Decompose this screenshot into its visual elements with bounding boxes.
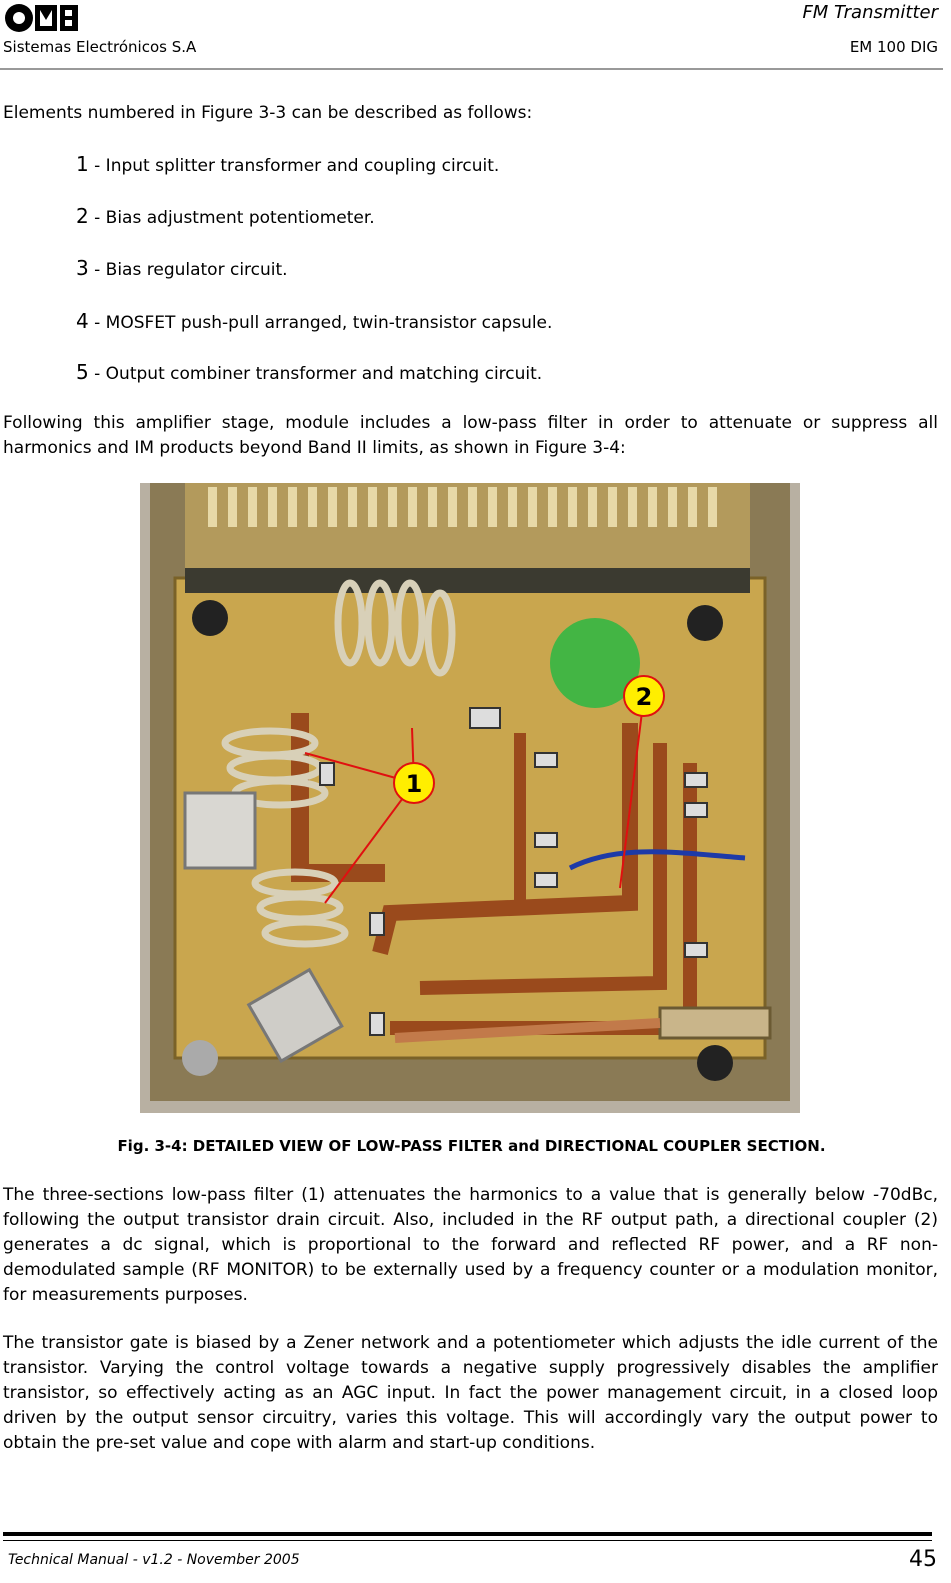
callout-2-label: 2 [635, 683, 653, 711]
figure-caption: Fig. 3-4: DETAILED VIEW OF LOW-PASS FILTER and DIRECTIONAL COUPLER SECTION. [117, 1137, 826, 1155]
intro-paragraph: Elements numbered in Figure 3-3 can be described as follows: [3, 103, 533, 123]
model-name: EM 100 DIG [849, 38, 938, 56]
item-number: 2 [76, 204, 89, 228]
company-name: Sistemas Electrónicos S.A [3, 38, 197, 56]
item-text: - Bias regulator circuit. [88, 260, 288, 280]
list-item [76, 152, 499, 178]
footer-divider [3, 1532, 932, 1536]
list-item [76, 360, 542, 386]
item-text: - Input splitter transformer and coupling circuit. [88, 156, 500, 176]
following-paragraph: Following this amplifier stage, module includes a low-pass filter in order to attenuate or suppress all harmonics and IM products beyond Band II limits, as shown in Figure 3-4: [3, 413, 938, 458]
item-text: - Bias adjustment potentiometer. [88, 208, 375, 228]
item-number: 4 [76, 309, 89, 333]
callout-2 [624, 676, 664, 716]
document-title: FM Transmitter [802, 2, 938, 23]
company-logo [4, 2, 80, 34]
callout-1 [394, 763, 434, 803]
gate-bias-paragraph: The transistor gate is biased by a Zener network and a potentiometer which adjusts the idle current of the transistor. Varying the control voltage towards a negative supply progressively disables the amplifier transistor, so effectively acting as an AGC input. In fact the power management circuit, in a closed loop driven by the output sensor circuitry, varies this voltage. This will accordingly vary the output power to obtain the pre-set value and cope with alarm and start-up conditions. [3, 1333, 938, 1453]
item-number: 3 [76, 256, 89, 280]
item-text: - MOSFET push-pull arranged, twin-transistor capsule. [88, 313, 553, 333]
list-item [76, 204, 375, 230]
footer-manual-version: Technical Manual - v1.2 - November 2005 [8, 1552, 300, 1568]
page-number: 45 [909, 1547, 937, 1572]
item-number: 5 [76, 360, 89, 384]
filter-paragraph: The three-sections low-pass filter (1) attenuates the harmonics to a value that is generally below -70dBc, following the output transistor drain circuit. Also, included in the RF output path, a directional coupler (2) generates a dc signal, which is proportional to the forward and reflected RF power, and a RF non-demodulated sample (RF MONITOR) to be externally used by a frequency counter or a modulation monitor, for measurements purposes. [3, 1185, 938, 1305]
item-text: - Output combiner transformer and matching circuit. [88, 364, 543, 384]
item-number: 1 [76, 152, 89, 176]
footer-divider-thin [3, 1540, 932, 1541]
list-item [76, 309, 552, 335]
header-divider [0, 68, 943, 70]
callout-1-label: 1 [405, 770, 423, 798]
list-item [76, 256, 288, 282]
pcb-photo [140, 483, 800, 1113]
